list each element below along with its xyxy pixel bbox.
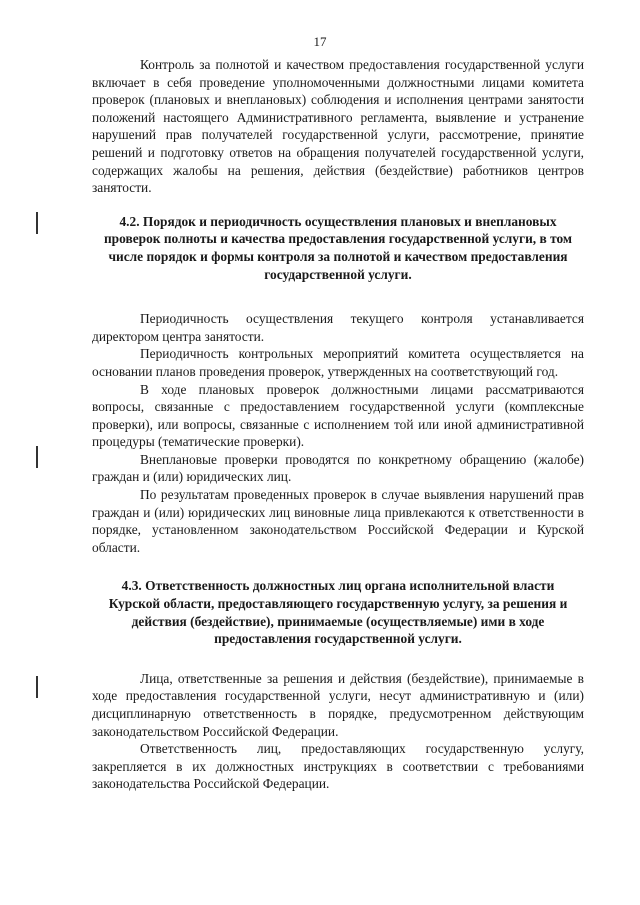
paragraph: По результатам проведенных проверок в случае выявления нарушений прав граждан и (или) юридических лиц виновные лица привлекаются к ответственности в порядке, установленном законодательством Российской Федерации и Курской области.	[92, 487, 584, 555]
paragraph: Ответственность лиц, предоставляющих государственную услугу, закрепляется в их должностных инструкциях в соответствии с требованиями законодательства Российской Федерации.	[92, 741, 584, 792]
page-number: 17	[313, 34, 327, 49]
paragraph: В ходе плановых проверок должностными лицами рассматриваются вопросы, связанные с предоставлением государственной услуги (комплексные проверки), или вопросы, связанные с исполнением той или иной административной процедуры (тематические проверки).	[92, 381, 584, 450]
intro-paragraph: Контроль за полнотой и качеством предоставления государственной услуги включает в себя проведение уполномоченными должностными лицами комитета проверок (плановых и внеплановых) соблюдения и исполнения центрами занятости положений настоящего Административного регламента, выявление и устранение нарушений прав получателей государственной услуги, рассмотрение, принятие решений и подготовку ответов на обращения получателей государственной услуги, содержащих жалобы на решения, действия (бездействие) работников центров занятости.	[92, 57, 584, 196]
document-body	[92, 56, 584, 793]
paragraph: Периодичность осуществления текущего контроля устанавливается директором центра занятости.	[92, 311, 584, 344]
paragraph: Внеплановые проверки проводятся по конкретному обращению (жалобе) граждан и (или) юридических лиц.	[92, 451, 584, 485]
margin-mark	[36, 446, 38, 468]
margin-mark	[36, 212, 38, 234]
section-4-3-heading: 4.3. Ответственность должностных лиц органа исполнительной власти Курской области, предоставляющего государственную услугу, за решения и действия (бездействие), принимаемые (осуществляемые) ими в ходе предоставления государственной услуги.	[108, 578, 568, 647]
paragraph: Периодичность контрольных мероприятий комитета осуществляется на основании планов проведения проверок, утвержденных на соответствующий год.	[92, 346, 584, 379]
section-4-2-heading: 4.2. Порядок и периодичность осуществления плановых и внеплановых проверок полноты и качества предоставления государственной услуги, в том числе порядок и формы контроля за полнотой и качеством предоставления государственной услуги.	[103, 213, 573, 282]
paragraph: Лица, ответственные за решения и действия (бездействие), принимаемые в ходе предоставления государственной услуги, несут административную и (или) дисциплинарную ответственность в порядке, предусмотренном действующим законодательством Российской Федерации.	[92, 670, 584, 739]
margin-mark	[36, 676, 38, 698]
